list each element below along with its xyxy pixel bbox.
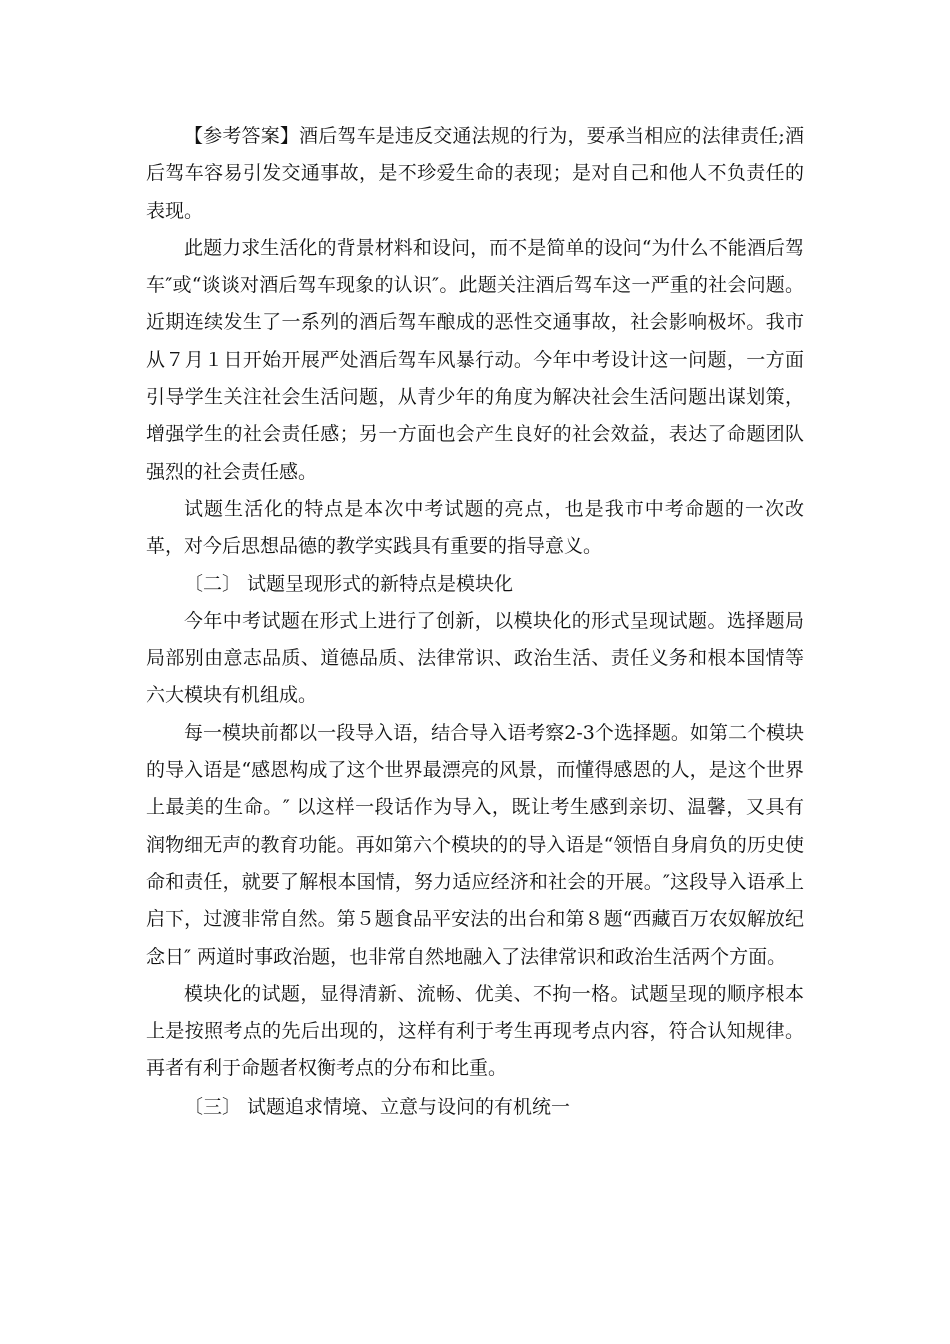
paragraph-life-background: 此题力求生活化的背景材料和设问，而不是简单的设问“为什么不能酒后驾车″或“谈谈对酒后驾车现象的认识″。此题关注酒后驾车这一严重的社会问题。近期连续发生了一系列的酒后驾车酿成的恶性交通事故，社会影响极坏。我市从７月１日开始开展严处酒后驾车风暴行动。今年中考设计这一问题，一方面引导学生关注社会生活问题，从青少年的角度为解决社会生活问题出谋划策，增强学生的社会责任感；另一方面也会产生良好的社会效益，表达了命题团队强烈的社会责任感。	[146, 236, 804, 483]
section-heading-two: 〔二〕 试题呈现形式的新特点是模块化	[184, 572, 514, 595]
paragraph-reference-answer: 【参考答案】酒后驾车是违反交通法规的行为，要承当相应的法律责任;酒后驾车容易引发交通事故，是不珍爱生命的表现；是对自己和他人不负责任的表现。	[146, 125, 804, 222]
section-heading-three: 〔三〕 试题追求情境、立意与设问的有机统一	[184, 1095, 571, 1118]
paragraph-life-feature: 试题生活化的特点是本次中考试题的亮点，也是我市中考命题的一次改革，对今后思想品德的教学实践具有重要的指导意义。	[146, 497, 804, 558]
paragraph-module-intro: 每一模块前都以一段导入语，结合导入语考察2-3个选择题。如第二个模块的导入语是“感恩构成了这个世界最漂亮的风景，而懂得感恩的人，是这个世界上最美的生命。″ 以这样一段话作为导入，既让考生感到亲切、温馨，又具有润物细无声的教育功能。再如第六个模块的的导入语是“领悟自身肩负的历史使命和责任，就要了解根本国情，努力适应经济和社会的开展。″这段导入语承上启下，过渡非常自然。第５题食品平安法的出台和第８题“西藏百万农奴解放纪念日″ 两道时事政治题，也非常自然地融入了法律常识和政治生活两个方面。	[146, 721, 804, 968]
document-body	[146, 118, 804, 1126]
paragraph-module-form: 今年中考试题在形式上进行了创新，以模块化的形式呈现试题。选择题局局部别由意志品质、道德品质、法律常识、政治生活、责任义务和根本国情等六大模块有机组成。	[146, 609, 804, 707]
paragraph-module-summary: 模块化的试题，显得清新、流畅、优美、不拘一格。试题呈现的顺序根本上是按照考点的先后出现的，这样有利于考生再现考点内容，符合认知规律。再者有利于命题者权衡考点的分布和比重。	[146, 982, 804, 1080]
